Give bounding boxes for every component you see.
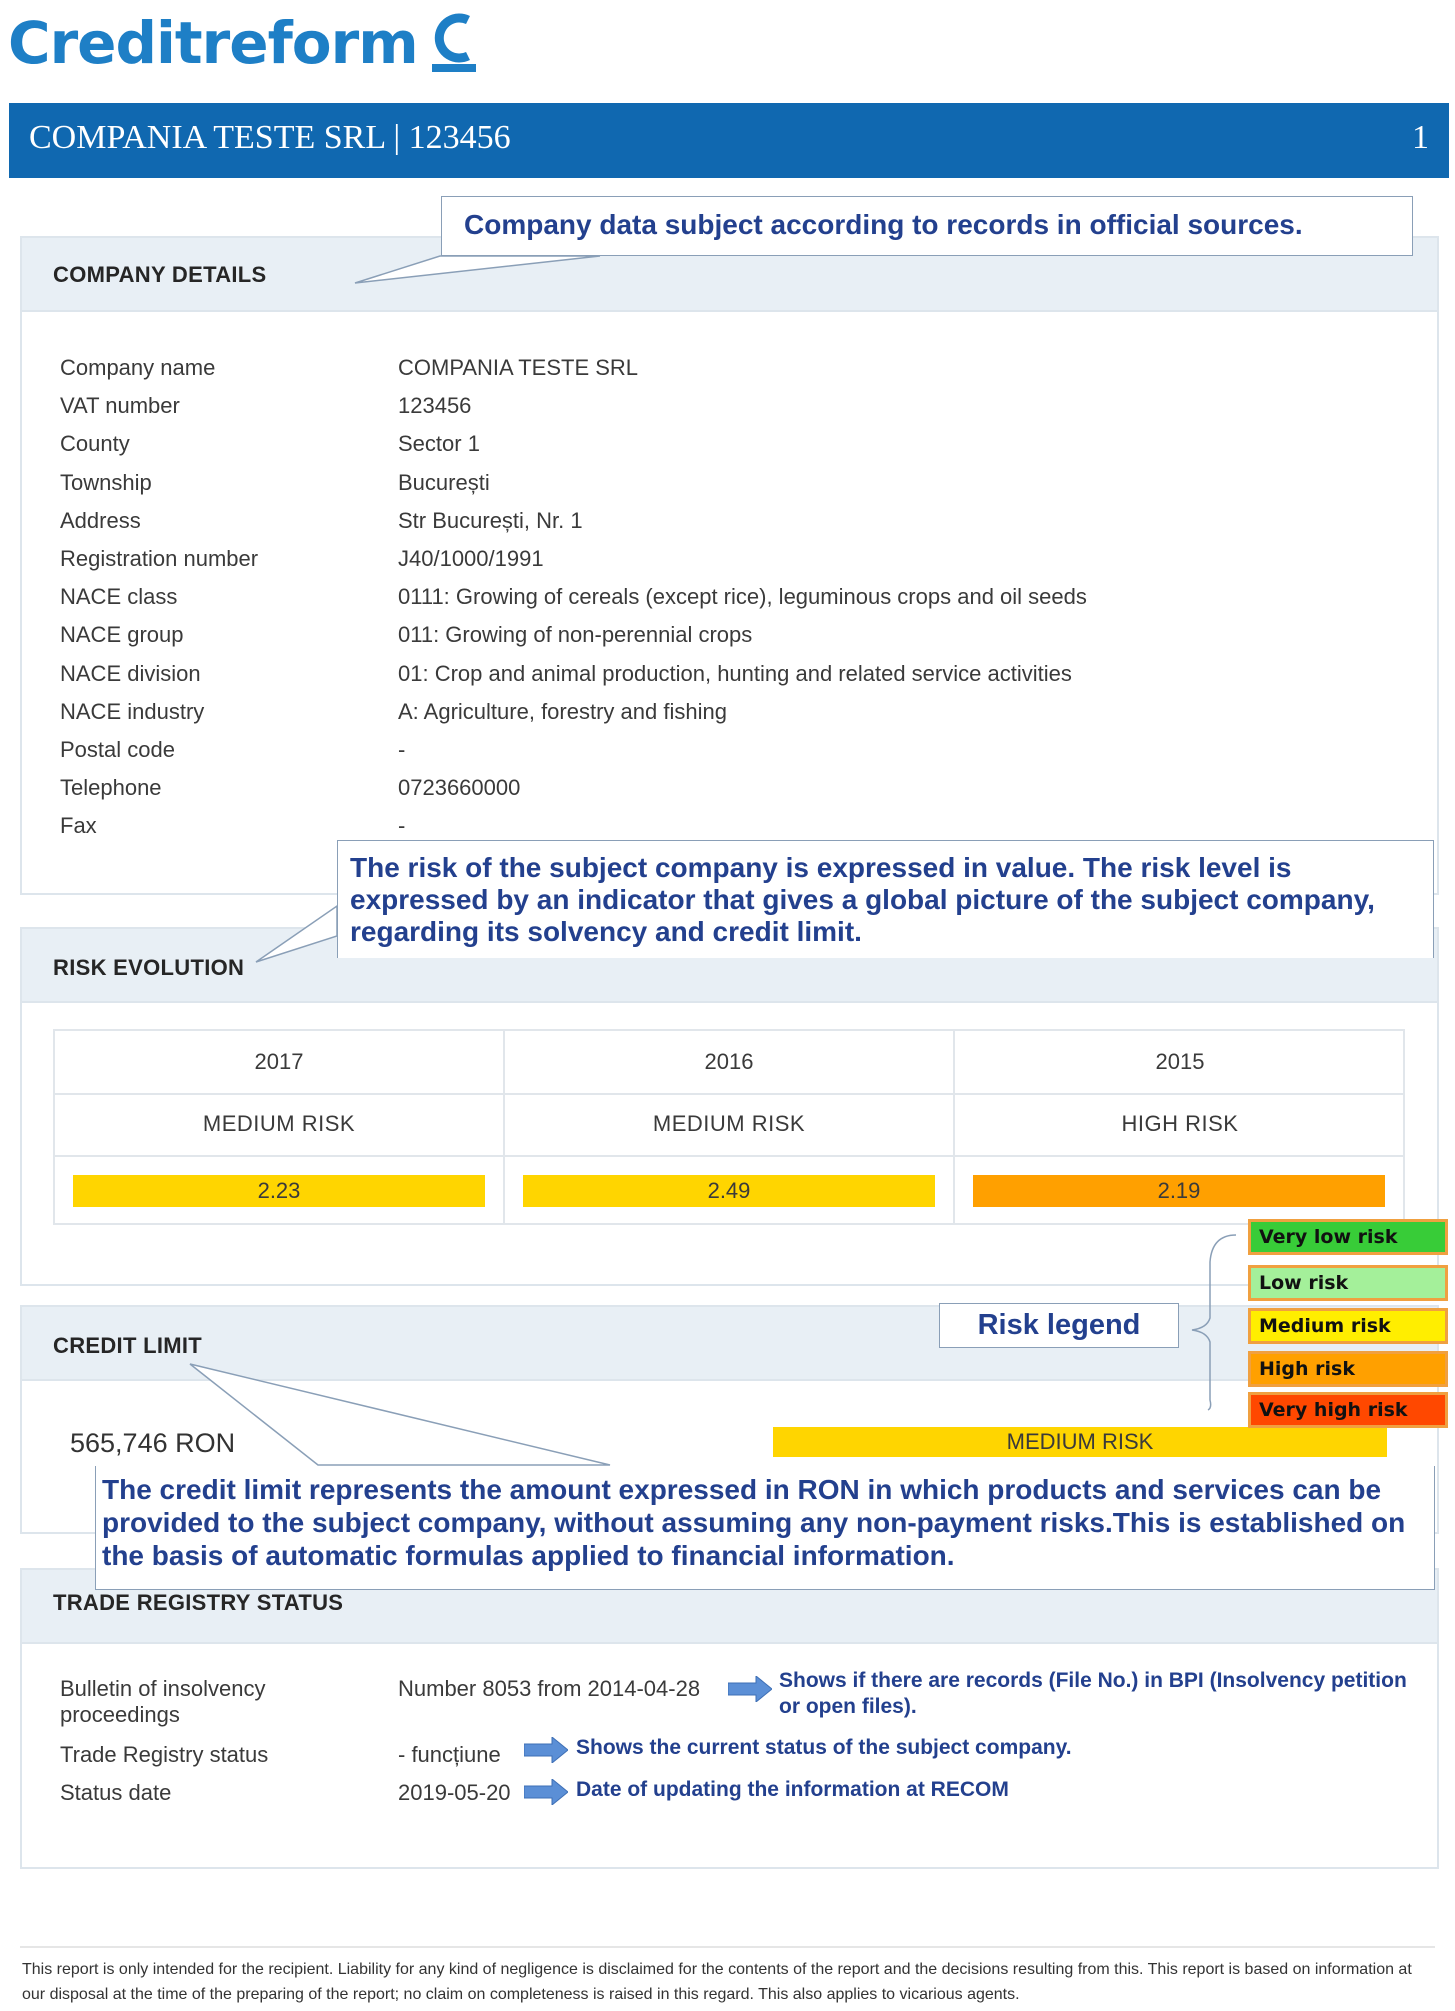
detail-value: 011: Growing of non-perennial crops: [398, 622, 753, 648]
credit-limit-title: CREDIT LIMIT: [53, 1333, 203, 1358]
detail-value: J40/1000/1991: [398, 546, 544, 571]
company-details-callout: Company data subject according to records in official sources.: [441, 196, 1413, 256]
status-date-label: Status date: [60, 1780, 172, 1805]
detail-value: 123456: [398, 393, 472, 419]
risk-year: 2015: [955, 1031, 1405, 1095]
bpi-value: Number 8053 from 2014-04-28: [398, 1676, 701, 1701]
detail-value: -: [398, 813, 406, 839]
risk-score-bar: 2.23: [73, 1175, 485, 1207]
detail-value: 01: Crop and animal production, hunting and related service activities: [398, 660, 1072, 686]
legend-very-high-risk: Very high risk: [1248, 1392, 1448, 1428]
risk-evolution-title: RISK EVOLUTION: [53, 955, 245, 980]
detail-label: Registration number: [60, 546, 259, 571]
detail-label: Address: [60, 507, 141, 533]
detail-label: NACE industry: [60, 698, 205, 724]
credit-limit-amount: 565,746 RON: [70, 1428, 236, 1458]
detail-value: A: Agriculture, forestry and fishing: [398, 698, 727, 724]
trade-status-value: - funcțiune: [398, 1742, 501, 1767]
risk-level: MEDIUM RISK: [505, 1093, 953, 1157]
risk-level: MEDIUM RISK: [55, 1093, 503, 1157]
detail-value: Str București, Nr. 1: [398, 507, 583, 533]
report-title: COMPANIA TESTE SRL | 123456: [29, 119, 511, 156]
logo-text: Creditreform: [8, 9, 418, 77]
risk-evolution-callout: The risk of the subject company is expressed in value. The risk level is expressed by an indicator that gives a global picture of the subject company, regarding its solvency and credit limit.: [337, 840, 1434, 958]
page-number: 1: [1412, 119, 1429, 156]
legend-very-low-risk: Very low risk: [1248, 1219, 1448, 1255]
detail-value: 0723660000: [398, 775, 521, 801]
detail-label: Fax: [60, 813, 97, 839]
risk-legend-title: Risk legend: [939, 1303, 1179, 1348]
status-date-value: 2019-05-20: [398, 1780, 511, 1805]
risk-score-bar: 2.19: [973, 1175, 1385, 1207]
risk-level: HIGH RISK: [955, 1093, 1405, 1157]
detail-label: VAT number: [60, 393, 180, 419]
detail-label: Township: [60, 469, 152, 495]
detail-label: Company name: [60, 355, 216, 380]
risk-year: 2017: [55, 1031, 503, 1095]
risk-score-bar: 2.49: [523, 1175, 935, 1207]
detail-label: NACE division: [60, 660, 201, 686]
status-date-note: Date of updating the information at RECOM: [576, 1778, 1009, 1801]
footer-disclaimer: This report is only intended for the recipient. Liability for any kind of negligence is disclaimed for the contents of the report and the decisions resulting from this. This report is based on information at our disposal at the time of the preparing of the report; no claim on completeness is raised in this regard. This also applies to vicarious agents.: [22, 1961, 1412, 2003]
detail-label: Postal code: [60, 737, 175, 762]
detail-value: 0111: Growing of cereals (except rice), leguminous crops and oil seeds: [398, 584, 1087, 610]
detail-label: Telephone: [60, 775, 162, 801]
footer-divider: [20, 1946, 1435, 1948]
trade-status-note: Shows the current status of the subject company.: [576, 1736, 1072, 1759]
detail-value: Sector 1: [398, 431, 480, 457]
risk-year: 2016: [505, 1031, 953, 1095]
legend-medium-risk: Medium risk: [1248, 1308, 1448, 1344]
detail-label: NACE class: [60, 584, 178, 610]
trade-status-label: Trade Registry status: [60, 1742, 269, 1767]
detail-value: București: [398, 469, 490, 495]
credit-limit-risk-bar: MEDIUM RISK: [773, 1427, 1387, 1457]
detail-value: -: [398, 737, 406, 762]
bpi-note: Shows if there are records (File No.) in BPI (Insolvency petition or open files).: [779, 1669, 1407, 1718]
detail-label: NACE group: [60, 622, 184, 648]
company-details-title: COMPANY DETAILS: [53, 262, 267, 287]
bpi-label: Bulletin of insolvency proceedings: [60, 1676, 266, 1727]
trade-registry-title: TRADE REGISTRY STATUS: [53, 1590, 344, 1615]
detail-label: County: [60, 431, 130, 457]
detail-value: COMPANIA TESTE SRL: [398, 355, 639, 380]
credit-limit-callout: The credit limit represents the amount expressed in RON in which products and services can be provided to the subject company, without assuming any non-payment risks.This is established on the basis of automatic formulas applied to financial information.: [95, 1466, 1435, 1590]
legend-high-risk: High risk: [1248, 1351, 1448, 1387]
legend-low-risk: Low risk: [1248, 1265, 1448, 1301]
